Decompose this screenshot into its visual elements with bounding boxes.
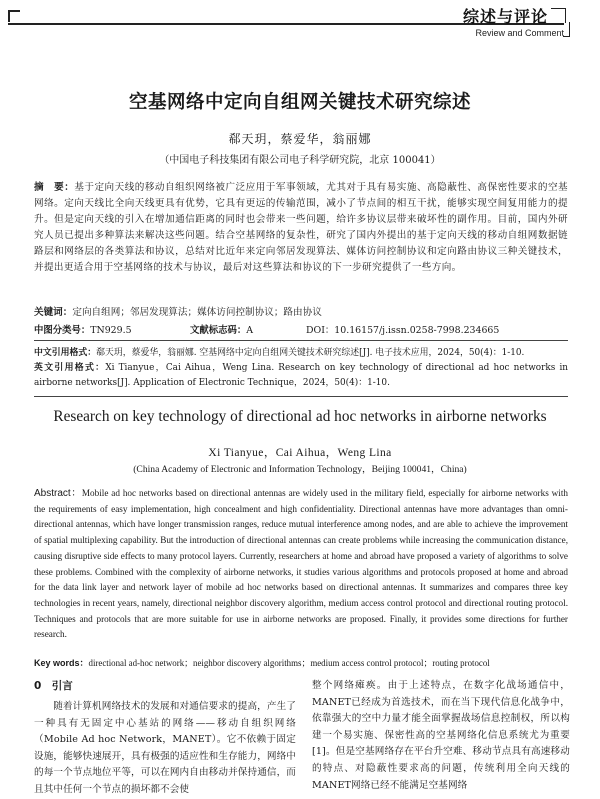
citation-en [34,361,568,391]
citation-zh-label: 中文引用格式： [34,348,97,358]
doi-label: DOI： [306,325,335,336]
doi [306,322,499,336]
keywords-zh [34,304,568,318]
paper-title-zh: 空基网络中定向自组网关键技术研究综述 [128,92,471,113]
authors-en: Xi Tianyue，Cai Aihua，Weng Lina [208,447,392,459]
abstract-en-text: Mobile ad hoc networks based on directional antennas are widely used in the military field, especially for airborne networks with the requirements of easy implementation, high concealment and high confidentiality. Directional antennas have more advantages than omni-directional antennas, which have longer transmission ranges, reduce mutual interference among nodes, and are able to achieve the improvement of spatial multiplexing capability. But the introduction of directional antennas can create problems while increasing the communication distance, causing disruptive side effects to many protocol layers. Currently, researchers at home and abroad have proposed a variety of algorithms to solve these problems. Combined with the complexity of airborne networks, it studies various algorithms and protocols proposed at home and abroad for the data link layer and network layer of mobile ad hoc networks based on directional antennas. It summarizes and compares three key technologies in recent years, namely, directional neighbor discovery algorithm, medium access control protocol and directional routing protocol. Techniques and protocols that are more suitable for use in airborne networks are proposed. Finally, it provides some directions for further research. [34,488,568,640]
keywords-zh-text: 定向自组网；邻居发现算法；媒体访问控制协议；路由协议 [72,307,322,318]
intro-paragraph-left: 随着计算机网络技术的发展和对通信要求的提高，产生了一种具有无固定中心基站的网络——移动自组织网络（Mobile Ad hoc Network，MANET）。它不依赖于固定设施，能够快速展开，具有极强的适应性和生存能力，网络中的每一个节点地位平等，可以在网内自由移动并保持通信，而且其中任何一个节点的损坏都不会使 [34,701,296,795]
abstract-zh-label: 摘 要： [34,182,75,193]
affiliation-zh: （中国电子科技集团有限公司电子科学研究院，北京 100041） [159,155,441,166]
citation-en-label: 英文引用格式： [34,363,106,373]
section-title-bracket-tail [563,22,570,37]
keywords-zh-label: 关键词： [34,307,73,318]
paper-title-en: Research on key technology of directional ad hoc networks in airborne networks [53,408,547,425]
citation-zh-text: 郗天玥，蔡爱华，翁丽娜. 空基网络中定向自组网关键技术研究综述[J]. 电子技术应用，2024，50(4)：1-10. [96,348,525,358]
clc-label: 中图分类号： [34,325,91,336]
keywords-en-text: directional ad-hoc network；neighbor discovery algorithms；medium access control protocol；routing protocol [88,658,490,668]
abstract-en [34,486,568,643]
body-left-column [34,678,296,799]
section-title-en: Review and Comment [475,28,564,38]
authors-zh: 郗天玥，蔡爱华，翁丽娜 [228,132,372,146]
keywords-en [34,656,568,669]
section-title: 综述与评论 [462,7,548,26]
abstract-en-label: Abstract： [34,488,82,499]
intro-paragraph-right: 整个网络瘫痪。由于上述特点，在数字化战场通信中，MANET已经成为首选技术，而在当下现代信息化战争中，依靠强大的空中力量才能全面掌握战场信息控制权，所以构建一个易实施、保密性高的空基网络化信息系统尤为重要[1]。但是空基网络存在平台升空难、移动节点具有高速移动的特点、对隐蔽性要求高的问题，传统利用全向天线的MANET网络已经不能满足空基网络 [312,680,570,791]
abstract-zh [34,180,568,275]
doc-code-value: A [246,325,254,336]
doi-value: 10.16157/j.issn.0258-7998.234665 [334,325,500,336]
affiliation-en: (China Academy of Electronic and Information Technology，Beijing 100041，China) [133,464,467,475]
citation-en-text: Xi Tianyue，Cai Aihua，Weng Lina. Research on key technology of directional ad hoc networks in airborne networks[J]. Application of Electronic Technique，2024，50(4)：1-10. [34,363,569,388]
keywords-en-label: Key words： [34,658,89,668]
clc-number [34,322,132,336]
abstract-zh-text: 基于定向天线的移动自组织网络被广泛应用于军事领域，尤其对于具有易实施、高隐蔽性、高保密性要求的空基网络。定向天线比全向天线更具有优势，它具有更远的传输范围，减小了节点间的相互干扰，能够实现空间复用能力的提升。但是定向天线的引入在增加通信距离的同时也会带来一些问题，给许多协议层带来破坏性的副作用。目前，国内外研究人员已提出多种算法来解决这些问题。结合空基网络的复杂性，研究了国内外提出的基于定向天线的移动自组网数据链路层和网络层的各类算法和协议，总结对比近年来定向邻居发现算法、媒体访问控制协议和定向路由协议三种关键技术，并提出更适合用于空基网络的技术与协议，最后对这些算法和协议的下一步研究提供了一些方向。 [34,182,568,273]
citation-zh [34,346,568,360]
divider-top [34,340,568,341]
divider-bottom [34,396,568,397]
section-heading-introduction: 0 引言 [34,680,73,692]
clc-value: TN929.5 [90,325,132,336]
section-title-bracket [551,8,566,23]
doc-code-label: 文献标志码： [190,325,247,336]
body-right-column [312,678,570,794]
header-corner-mark [8,10,20,22]
document-code [190,322,253,336]
